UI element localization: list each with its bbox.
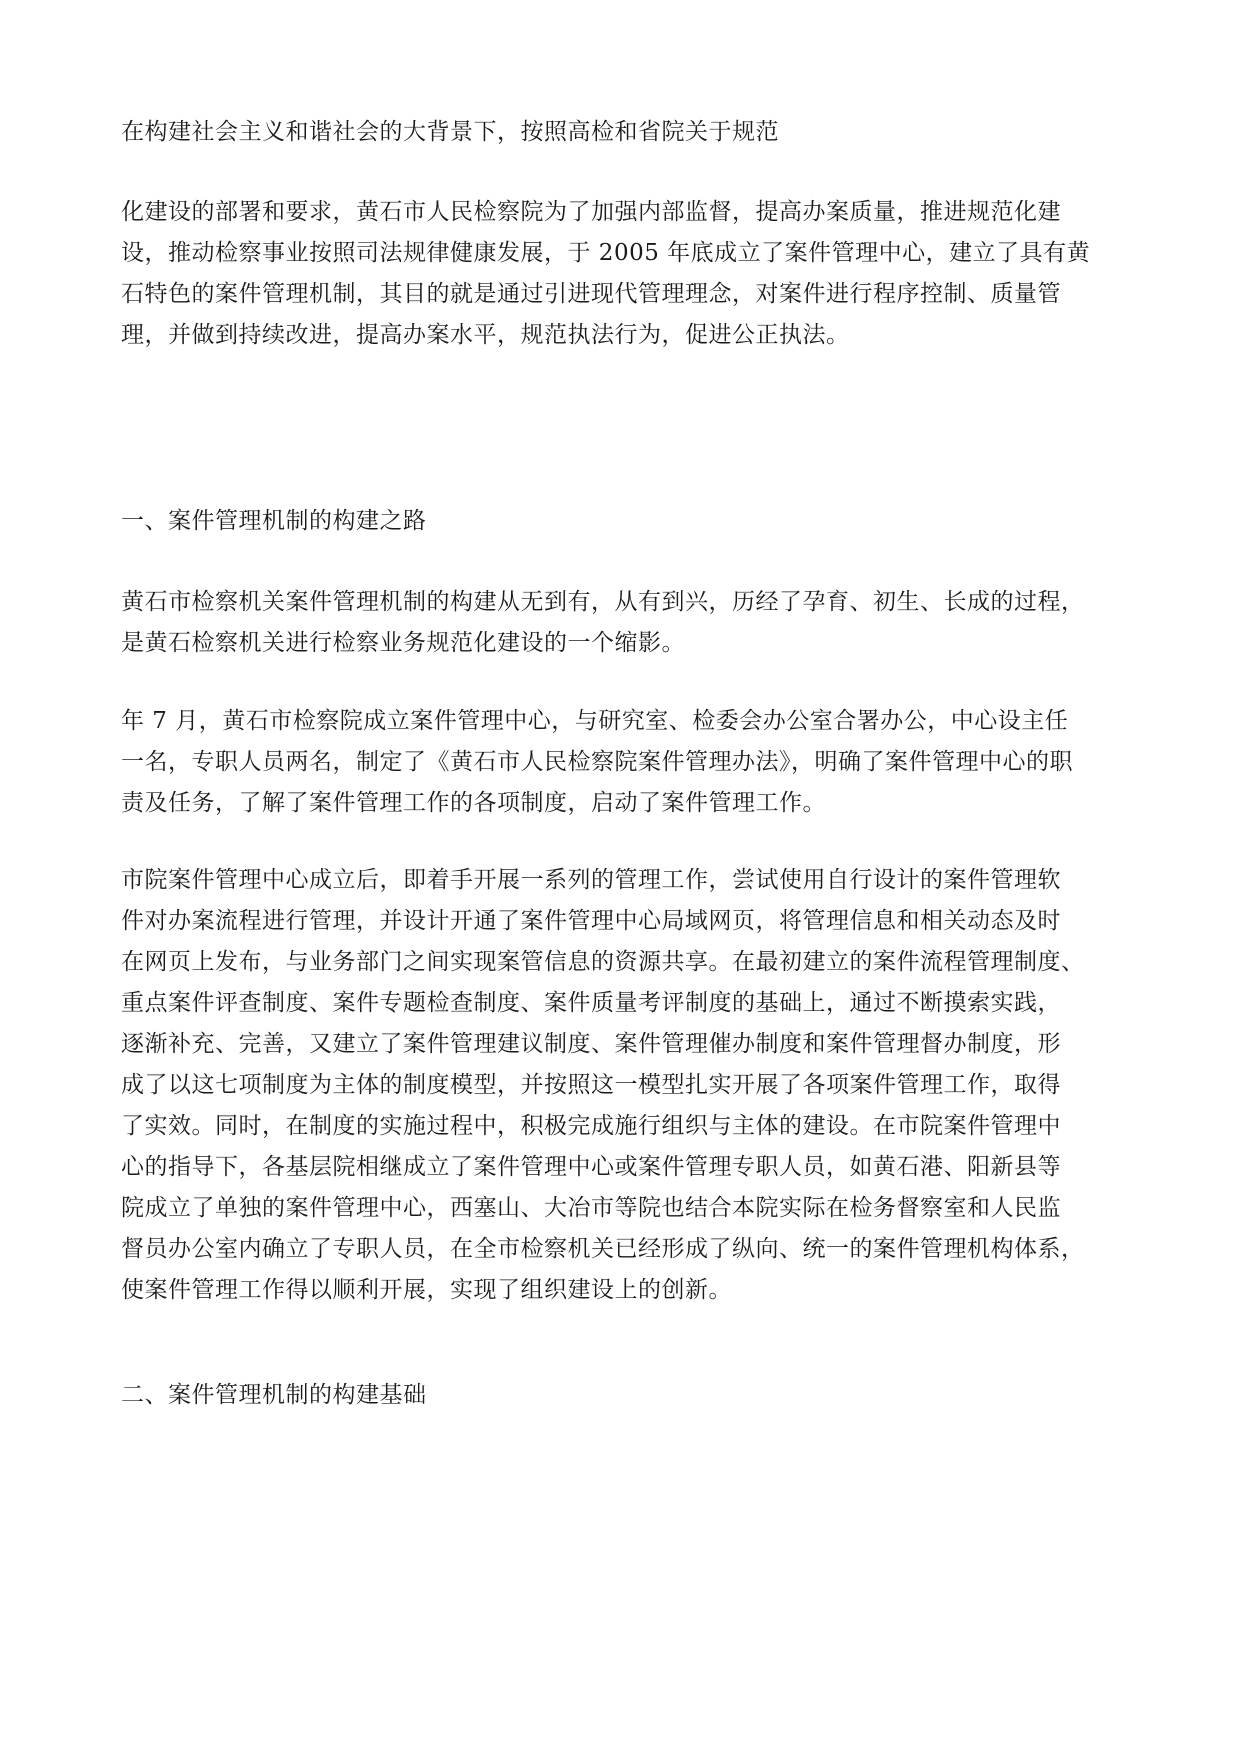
- text-line: 黄石市检察机关案件管理机制的构建从无到有，从有到兴，历经了孕育、初生、长成的过程，: [121, 589, 1085, 615]
- text-line: 督员办公室内确立了专职人员，在全市检察机关已经形成了纵向、统一的案件管理机构体系，: [121, 1236, 1085, 1262]
- text-line: 化建设的部署和要求，黄石市人民检察院为了加强内部监督，提高办案质量，推进规范化建: [121, 199, 1061, 225]
- text-line: 理，并做到持续改进，提高办案水平，规范执法行为，促进公正执法。: [121, 322, 850, 348]
- text-line: 在构建社会主义和谐社会的大背景下，按照高检和省院关于规范: [121, 119, 779, 145]
- text-line: 责及任务，了解了案件管理工作的各项制度，启动了案件管理工作。: [121, 790, 826, 816]
- text-line: 是黄石检察机关进行检察业务规范化建设的一个缩影。: [121, 630, 685, 656]
- text-line: 在网页上发布，与业务部门之间实现案管信息的资源共享。在最初建立的案件流程管理制度、: [121, 949, 1085, 975]
- text-line: 件对办案流程进行管理，并设计开通了案件管理中心局域网页，将管理信息和相关动态及时: [121, 908, 1061, 934]
- text-line: 使案件管理工作得以顺利开展，实现了组织建设上的创新。: [121, 1277, 732, 1303]
- text-line: 重点案件评查制度、案件专题检查制度、案件质量考评制度的基础上，通过不断摸索实践，: [121, 990, 1061, 1016]
- section1-paragraph-1: [121, 582, 1121, 664]
- section-heading-1: [121, 501, 1121, 542]
- text-line: 年 7 月，黄石市检察院成立案件管理中心，与研究室、检委会办公室合署办公，中心设主任: [121, 708, 1069, 734]
- text-line: 院成立了单独的案件管理中心，西塞山、大冶市等院也结合本院实际在检务督察室和人民监: [121, 1195, 1061, 1221]
- text-line: 市院案件管理中心成立后，即着手开展一系列的管理工作，尝试使用自行设计的案件管理软: [121, 867, 1061, 893]
- text-line: 石特色的案件管理机制，其目的就是通过引进现代管理理念，对案件进行程序控制、质量管: [121, 281, 1061, 307]
- intro-paragraph-1: [121, 112, 1121, 153]
- heading-text: 一、案件管理机制的构建之路: [121, 508, 427, 534]
- section1-paragraph-2: [121, 701, 1121, 824]
- intro-paragraph-2: [121, 192, 1121, 356]
- text-line: 逐渐补充、完善，又建立了案件管理建议制度、案件管理催办制度和案件管理督办制度，形: [121, 1031, 1061, 1057]
- text-line: 心的指导下，各基层院相继成立了案件管理中心或案件管理专职人员，如黄石港、阳新县等: [121, 1154, 1061, 1180]
- text-line: 一名，专职人员两名，制定了《黄石市人民检察院案件管理办法》，明确了案件管理中心的职: [121, 749, 1073, 775]
- section-heading-2: [121, 1375, 1121, 1416]
- text-line: 了实效。同时，在制度的实施过程中，积极完成施行组织与主体的建设。在市院案件管理中: [121, 1113, 1061, 1139]
- heading-text: 二、案件管理机制的构建基础: [121, 1382, 427, 1408]
- text-line: 成了以这七项制度为主体的制度模型，并按照这一模型扎实开展了各项案件管理工作，取得: [121, 1072, 1061, 1098]
- text-line: 设，推动检察事业按照司法规律健康发展，于 2005 年底成立了案件管理中心，建立了具有黄: [121, 240, 1091, 266]
- section1-paragraph-3: [121, 860, 1121, 1311]
